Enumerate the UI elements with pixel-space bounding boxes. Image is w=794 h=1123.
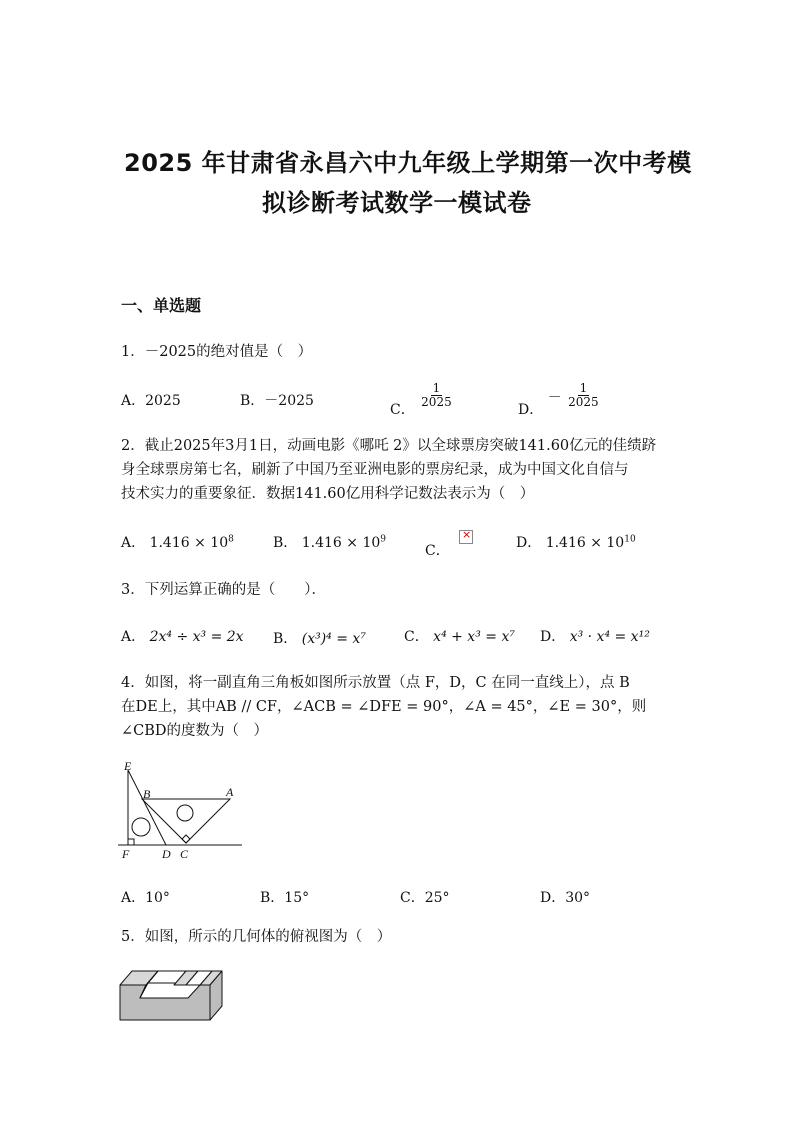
q1-option-d <box>518 381 601 418</box>
q2-option-a <box>121 532 234 552</box>
q3-option-a-label: A． <box>121 629 146 645</box>
q2-option-b-exponent: 9 <box>380 534 387 545</box>
q3-option-b <box>273 628 366 648</box>
q4-option-d: D．30° <box>540 890 591 906</box>
q1-option-c <box>390 381 454 418</box>
q4-option-a: A．10° <box>121 890 170 906</box>
question-2-line1: 2．截止2025年3月1日，动画电影《哪吒 2》以全球票房突破141.60亿元的佳绩跻 <box>121 438 657 454</box>
q3-option-d-expression: x³ · x⁴ = x¹² <box>569 629 650 645</box>
q1-option-d-sign: － <box>547 389 562 406</box>
q2-option-b-base: 1.416 × 10 <box>301 535 381 551</box>
q2-option-a-base: 1.416 × 10 <box>149 535 229 551</box>
q2-option-c <box>425 540 450 560</box>
question-2-line2: 身全球票房第七名，刷新了中国乃至亚洲电影的票房纪录，成为中国文化自信与 <box>121 462 629 478</box>
q2-option-d-label: D． <box>516 535 542 551</box>
q2-option-d <box>516 532 636 552</box>
label-a: A <box>226 785 234 799</box>
q4-option-c: C．25° <box>400 890 450 906</box>
q2-option-b <box>273 532 386 552</box>
label-e: E <box>124 759 132 773</box>
q4-option-b: B．15° <box>260 890 310 906</box>
right-angle-c-mark <box>182 835 190 843</box>
q3-option-c-expression: x⁴ + x³ = x⁷ <box>433 629 515 645</box>
question-4-line3: ∠CBD的度数为（ ） <box>121 723 269 739</box>
q1-d-denominator: 2025 <box>568 395 599 409</box>
q3-option-a-expression: 2x⁴ ÷ x³ = 2x <box>149 629 244 645</box>
question-3-stem: 3．下列运算正确的是（ ）． <box>121 582 326 598</box>
label-f: F <box>122 847 130 861</box>
question-2-line3: 技术实力的重要象征．数据141.60亿用科学记数法表示为（ ） <box>121 486 535 502</box>
page-title-line1: 2025 年甘肃省永昌六中九年级上学期第一次中考模 <box>124 149 692 177</box>
label-d: D <box>162 847 171 861</box>
triangle-def-hole <box>132 818 150 836</box>
q3-option-a <box>121 626 244 646</box>
q1-option-a: A．2025 <box>121 393 181 409</box>
q1-c-denominator: 2025 <box>421 395 452 409</box>
q2-option-d-base: 1.416 × 10 <box>545 535 625 551</box>
page-title-line2: 拟诊断考试数学一模试卷 <box>262 189 532 217</box>
q3-option-c-label: C． <box>404 629 429 645</box>
q3-option-c <box>404 626 515 646</box>
right-angle-f-mark <box>128 839 134 845</box>
broken-image-icon <box>459 530 473 544</box>
q2-option-a-exponent: 8 <box>228 534 234 545</box>
q1-option-c-fraction <box>419 382 454 409</box>
triangle-abc-hole <box>177 805 193 821</box>
q5-solid-figure <box>118 968 226 1024</box>
q3-option-b-label: B． <box>273 631 298 647</box>
q1-option-c-label: C． <box>390 401 415 418</box>
q2-option-c-label: C． <box>425 543 450 559</box>
q2-option-d-exponent: 10 <box>624 534 636 545</box>
question-5-stem: 5．如图，所示的几何体的俯视图为（ ） <box>121 929 392 945</box>
q4-triangle-figure <box>116 758 246 862</box>
label-b: B <box>143 787 151 801</box>
question-4-line1: 4．如图，将一副直角三角板如图所示放置（点 F，D，C 在同一直线上），点 B <box>121 675 630 691</box>
q1-option-d-fraction <box>566 382 601 409</box>
section-heading: 一、单选题 <box>121 296 202 315</box>
label-c: C <box>180 847 189 861</box>
q2-option-a-label: A． <box>121 535 146 551</box>
solid-front-face <box>120 985 210 1020</box>
q1-option-b: B．－2025 <box>240 393 314 409</box>
question-1-stem: 1．－2025的绝对值是（ ） <box>121 344 313 360</box>
q1-option-d-label: D． <box>518 401 544 418</box>
q3-option-d-label: D． <box>540 629 566 645</box>
q1-c-numerator: 1 <box>432 381 441 395</box>
question-4-line2: 在DE上，其中AB // CF，∠ACB = ∠DFE = 90°，∠A = 45°，∠E = 30°，则 <box>121 699 647 715</box>
q3-option-b-expression: (x³)⁴ = x⁷ <box>301 631 366 647</box>
q3-option-d <box>540 626 650 646</box>
q1-d-numerator: 1 <box>579 381 588 395</box>
q2-option-b-label: B． <box>273 535 298 551</box>
